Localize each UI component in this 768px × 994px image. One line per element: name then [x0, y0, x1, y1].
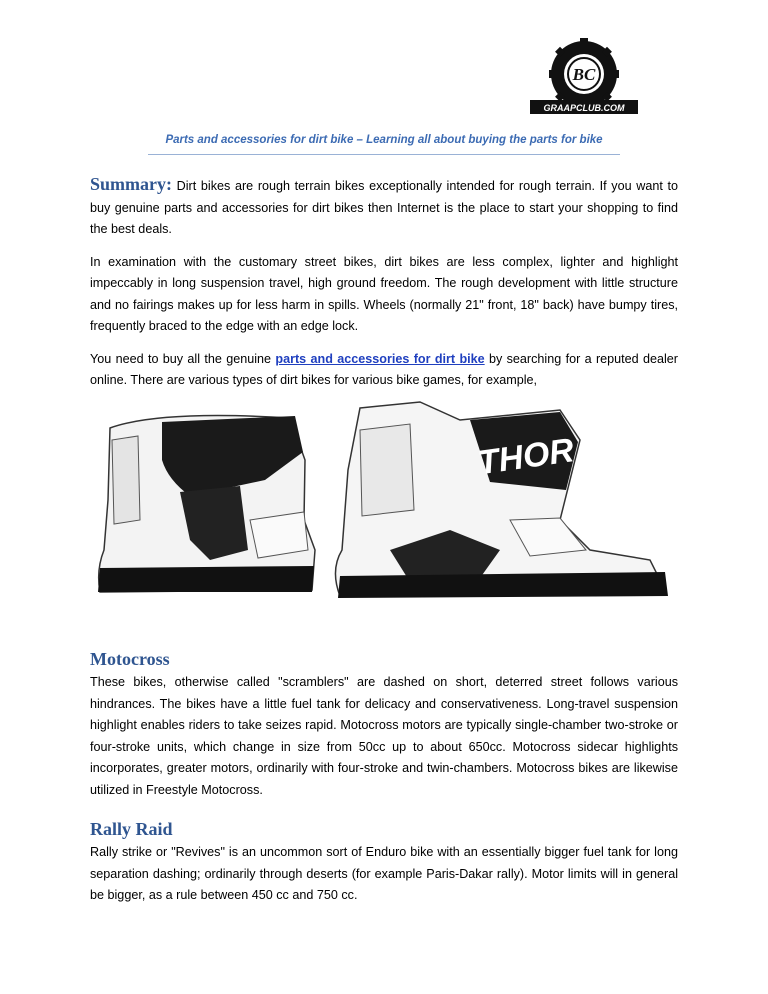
intro-section — [90, 174, 678, 403]
summary-paragraph — [90, 174, 678, 241]
paragraph-buy — [90, 349, 678, 392]
parts-accessories-link[interactable]: parts and accessories for dirt bike — [275, 351, 485, 366]
logo-initials: BC — [572, 65, 596, 84]
motocross-paragraph: These bikes, otherwise called "scramblers" are dashed on short, deterred street follows various hindrances. The bikes have a little fuel tank for delicacy and conservativeness. Long-travel suspension highlight enables riders to take seizes rapid. Motocross motors are typically single-chamber two-stroke or four-stroke units, which change in size from 50cc up to about 650cc. Motocross sidecar highlights incorporates, greater motors, ordinarily with four-stroke and twin-chambers. Motocross bikes are likewise utilized in Freestyle Motocross. — [90, 675, 678, 797]
boot-brand-text: THOR — [475, 431, 577, 483]
dirt-bike-boots-image — [90, 400, 678, 610]
logo-url: GRAAPCLUB.COM — [543, 103, 625, 113]
motocross-heading: Motocross — [90, 649, 170, 669]
graapclub-logo — [516, 38, 652, 118]
rally-raid-paragraph: Rally strike or "Revives" is an uncommon sort of Enduro bike with an essentially bigger fuel tank for long separation dashing; ordinarily through deserts (for example Paris-Dakar rally). Motor limits will in general be bigger, as a rule between 450 cc and 750 cc. — [90, 845, 678, 902]
summary-label: Summary: — [90, 174, 172, 194]
left-boot — [98, 416, 315, 592]
rally-raid-heading: Rally Raid — [90, 819, 173, 839]
right-boot — [335, 402, 668, 598]
paragraph-buy-start: You need to buy all the genuine — [90, 351, 276, 366]
rally-raid-section — [90, 816, 678, 918]
paragraph-buy-end: by searching for a reputed dealer online. There are various types of dirt bikes for various bike games, for example, — [90, 351, 679, 387]
document-title: Parts and accessories for dirt bike – Learning all about buying the parts for bike — [165, 134, 603, 146]
paragraph-comparison: In examination with the customary street bikes, dirt bikes are less complex, lighter and highlight impeccably in long suspension travel, high ground freedom. The rough development with little structure and no fairings makes up for less harm in spills. Wheels (normally 21" front, 18" back) have bumpy tires, frequently braced to the edge with an edge lock. — [90, 254, 678, 333]
summary-text: Dirt bikes are rough terrain bikes exceptionally intended for rough terrain. If you want to buy genuine parts and accessories for dirt bikes then Internet is the place to start your shopping to find the best deals. — [90, 179, 678, 236]
motocross-section — [90, 646, 678, 812]
header-divider — [148, 154, 620, 155]
